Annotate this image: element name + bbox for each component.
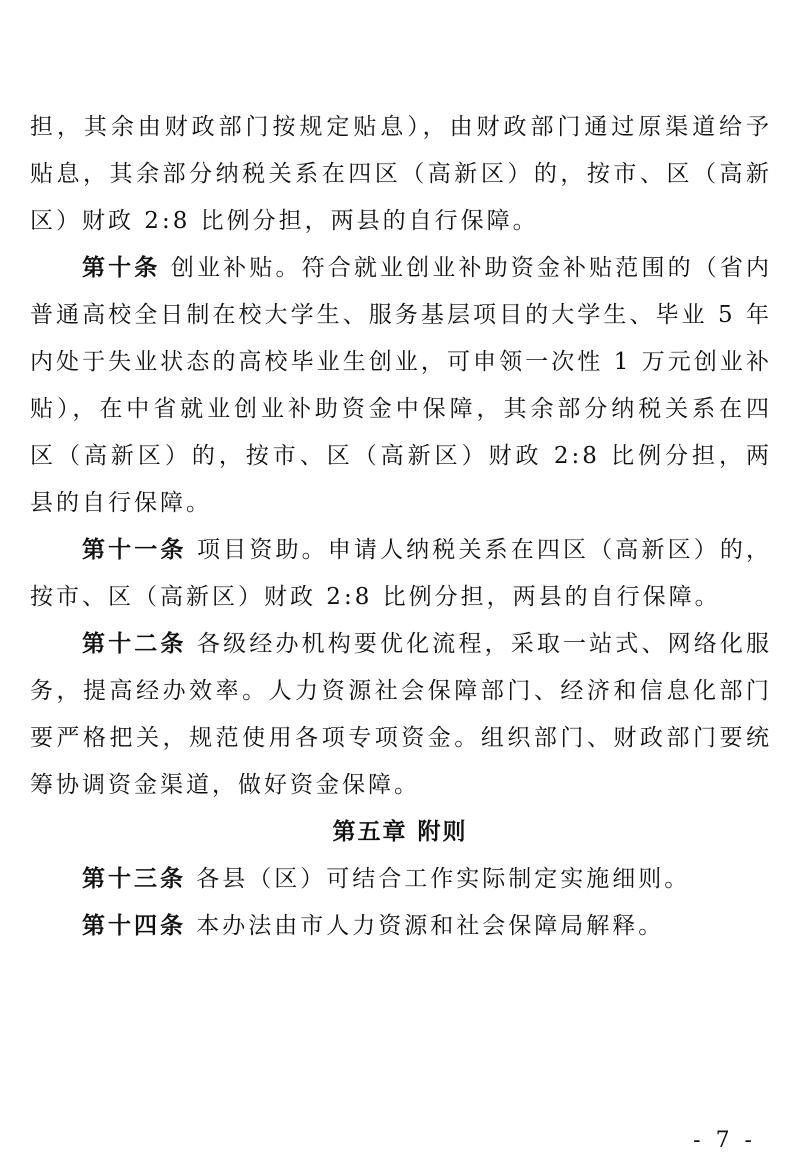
article-label: 第十条	[82, 255, 161, 281]
article-label: 第十一条	[82, 537, 187, 563]
article-12	[30, 621, 772, 809]
chapter-heading: 第五章 附则	[332, 819, 468, 845]
article-text: 各县（区）可结合工作实际制定实施细则。	[186, 866, 691, 892]
article-label: 第十四条	[82, 913, 186, 939]
article-text: 项目资助。申请人纳税关系在四区（高新区）的，按市、区（高新区）财政 2:8 比例分担，两县的自行保障。	[30, 537, 773, 610]
paragraph-text: 担，其余由财政部门按规定贴息），由财政部门通过原渠道给予贴息，其余部分纳税关系在四区（高新区）的，按市、区（高新区）财政 2:8 比例分担，两县的自行保障。	[30, 114, 772, 234]
article-label: 第十三条	[82, 866, 186, 892]
paragraph-subsidy-continuation	[30, 104, 772, 245]
article-text: 创业补贴。符合就业创业补助资金补贴范围的（省内普通高校全日制在校大学生、服务基层项目的大学生、毕业 5 年内处于失业状态的高校毕业生创业，可申领一次性 1 万元创业补贴），在中省就业创业补助资金中保障，其余部分纳税关系在四区（高新区）的，按市、区（高新区）财政 2:8 比例分担，两县的自行保障。	[30, 255, 773, 516]
page-number: - 7 -	[693, 1128, 756, 1153]
article-11	[30, 527, 772, 621]
article-text: 本办法由市人力资源和社会保障局解释。	[186, 913, 665, 939]
article-13	[30, 856, 772, 903]
article-label: 第十二条	[82, 631, 187, 657]
article-text: 各级经办机构要优化流程，采取一站式、网络化服务，提高经办效率。人力资源社会保障部门、经济和信息化部门要严格把关，规范使用各项专项资金。组织部门、财政部门要统筹协调资金渠道，做好资金保障。	[30, 631, 773, 798]
article-14	[30, 903, 772, 950]
article-10	[30, 245, 772, 527]
